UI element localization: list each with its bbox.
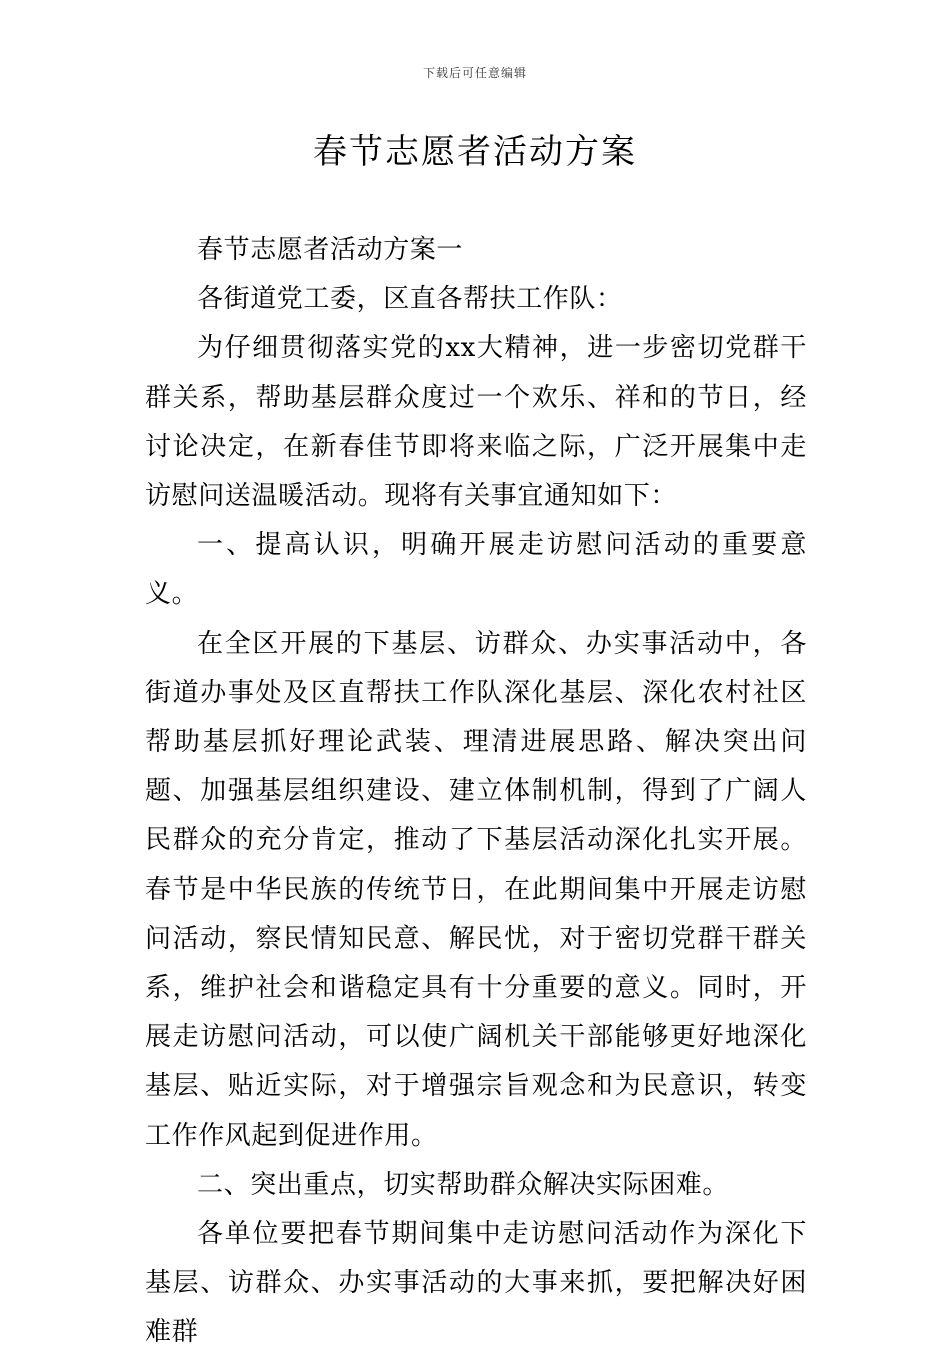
- document-title: 春节志愿者活动方案: [313, 132, 637, 172]
- paragraph-section-2: 各单位要把春节期间集中走访慰问活动作为深化下基层、访群众、办实事活动的大事来抓，要把解决好困难群: [145, 1219, 807, 1348]
- header-note: 下载后可任意编辑: [422, 66, 527, 80]
- paragraph-subtitle: 春节志愿者活动方案一: [197, 235, 464, 265]
- section-heading-2: 二、突出重点，切实帮助群众解决实际困难。: [197, 1169, 730, 1200]
- document-body: [145, 226, 807, 1358]
- paragraph-section-1: 在全区开展的下基层、访群众、办实事活动中，各街道办事处及区直帮扶工作队深化基层、深化农村社区帮助基层抓好理论武装、理清进展思路、解决突出问题、加强基层组织建设、建立体制机制，得到了广阔人民群众的充分肯定，推动了下基层活动深化扎实开展。春节是中华民族的传统节日，在此期间集中开展走访慰问活动，察民情知民意、解民忧，对于密切党群干群关系，维护社会和谐稳定具有十分重要的意义。同时，开展走访慰问活动，可以使广阔机关干部能够更好地深化基层、贴近实际，对于增强宗旨观念和为民意识，转变工作作风起到促进作用。: [145, 628, 807, 1151]
- section-heading-1: 一、提高认识，明确开展走访慰问活动的重要意义。: [145, 530, 807, 610]
- paragraph-salutation: 各街道党工委，区直各帮扶工作队：: [197, 284, 623, 315]
- paragraph-intro: 为仔细贯彻落实党的xx大精神，进一步密切党群干群关系，帮助基层群众度过一个欢乐、祥和的节日，经讨论决定，在新春佳节即将来临之际，广泛开展集中走访慰问送温暖活动。现将有关事宜通知如下：: [145, 333, 807, 512]
